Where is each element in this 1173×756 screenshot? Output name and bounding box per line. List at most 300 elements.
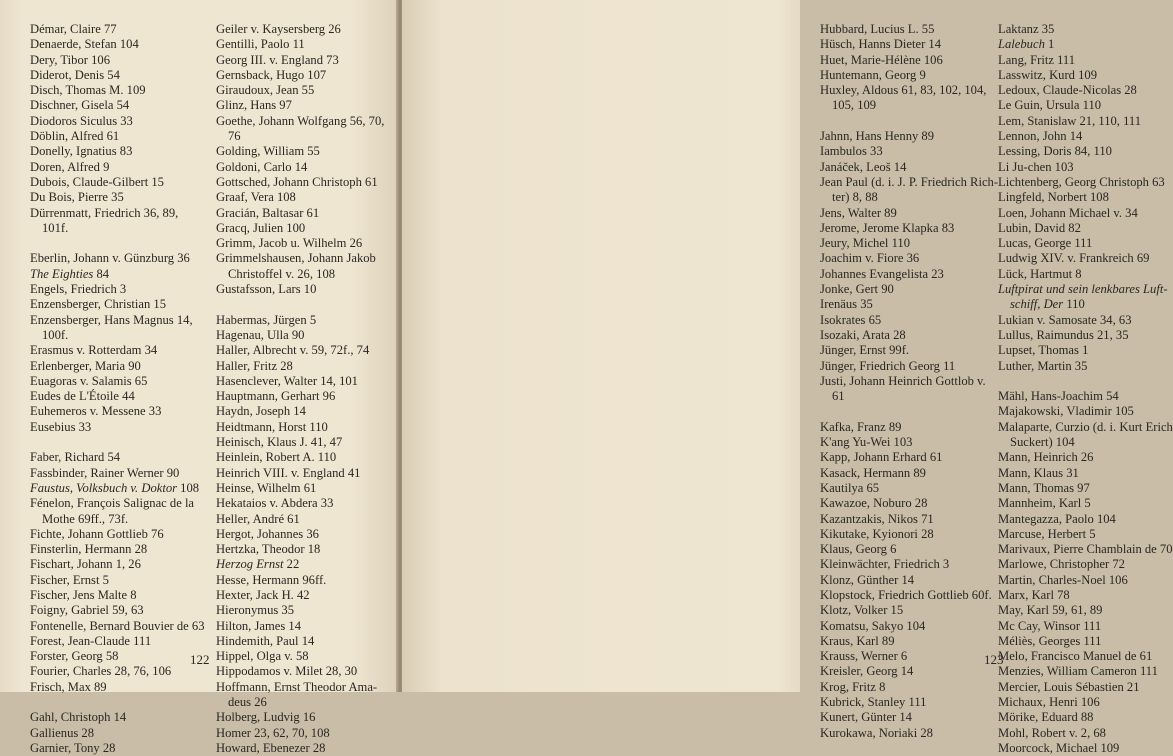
entry-text: Marlowe, Christopher 72 <box>998 557 1125 572</box>
index-entry <box>998 313 1173 328</box>
letter-group-gap <box>820 404 998 419</box>
entry-text: Lem, Stanislaw 21, 110, 111 <box>998 113 1142 128</box>
entry-text: Lukian v. Samosate 34, 63 <box>998 312 1132 327</box>
index-entry <box>216 603 384 618</box>
entry-text: Fontenelle, Bernard Bouvier de 63 <box>30 618 205 633</box>
index-entry <box>820 236 998 251</box>
index-entry <box>820 160 998 175</box>
index-entry <box>216 450 384 465</box>
entry-text: Jünger, Friedrich Georg 11 <box>820 358 956 373</box>
entry-text: Lang, Fritz 111 <box>998 52 1076 67</box>
entry-text: Heinisch, Klaus J. 41, 47 <box>216 435 343 450</box>
index-entry <box>998 37 1173 52</box>
entry-text: Huet, Marie-Hélène 106 <box>820 52 943 67</box>
entry-text: Disch, Thomas M. 109 <box>30 83 146 98</box>
entry-text: Grimmelshausen, Johann Jakob <box>216 251 376 266</box>
index-entry <box>820 251 998 266</box>
index-entry <box>30 557 205 572</box>
entry-text: Kleinwächter, Friedrich 3 <box>820 557 950 572</box>
index-entry <box>30 114 205 129</box>
index-entry <box>30 160 205 175</box>
index-entry <box>998 282 1173 297</box>
entry-text: Suckert) 104 <box>1010 435 1075 450</box>
index-entry-continuation <box>820 190 998 205</box>
entry-text: 105, 109 <box>832 98 877 113</box>
entry-text: Hoffmann, Ernst Theodor Ama- <box>216 679 378 694</box>
entry-text: Fassbinder, Rainer Werner 90 <box>30 465 180 480</box>
index-entry <box>30 741 205 756</box>
index-entry <box>820 144 998 159</box>
entry-text: Fischer, Jens Malte 8 <box>30 587 137 602</box>
entry-text: Holberg, Ludvig 16 <box>216 710 316 725</box>
entry-text: Klotz, Volker 15 <box>820 603 904 618</box>
entry-text: Dürrenmatt, Friedrich 36, 89, <box>30 205 179 220</box>
index-entry <box>216 114 384 129</box>
index-entry <box>30 588 205 603</box>
index-entry <box>216 236 384 251</box>
entry-text: Hertzka, Theodor 18 <box>216 542 321 557</box>
index-entry <box>998 634 1173 649</box>
entry-pages: 84 <box>93 266 110 281</box>
entry-text: Gentilli, Paolo 11 <box>216 37 305 52</box>
index-entry <box>998 404 1173 419</box>
index-entry <box>30 190 205 205</box>
entry-text: Ledoux, Claude-Nicolas 28 <box>998 83 1137 98</box>
entry-text: Doren, Alfred 9 <box>30 159 110 174</box>
index-entry <box>30 450 205 465</box>
entry-text: Faber, Richard 54 <box>30 450 121 465</box>
entry-text: Isozaki, Arata 28 <box>820 327 906 342</box>
entry-text: Hasenclever, Walter 14, 101 <box>216 373 358 388</box>
entry-text: Christoffel v. 26, 108 <box>228 266 336 281</box>
entry-text: Mann, Heinrich 26 <box>998 450 1094 465</box>
entry-text: Fénelon, François Salignac de la <box>30 496 195 511</box>
index-entry <box>30 374 205 389</box>
entry-text: Kawazoe, Noburo 28 <box>820 496 928 511</box>
entry-text: Hindemith, Paul 14 <box>216 633 315 648</box>
index-entry <box>820 297 998 312</box>
entry-text: Heidtmann, Horst 110 <box>216 419 328 434</box>
entry-text: Gottsched, Johann Christoph 61 <box>216 174 378 189</box>
index-entry <box>820 466 998 481</box>
entry-text: Frisch, Max 89 <box>30 679 107 694</box>
entry-text: Hippel, Olga v. 58 <box>216 649 309 664</box>
entry-text: Lasswitz, Kurd 109 <box>998 67 1097 82</box>
entry-text: Klaus, Georg 6 <box>820 542 897 557</box>
index-entry <box>998 98 1173 113</box>
index-entry <box>30 542 205 557</box>
entry-text: Ludwig XIV. v. Frankreich 69 <box>998 251 1150 266</box>
entry-text: Jonke, Gert 90 <box>820 282 894 297</box>
index-entry <box>30 98 205 113</box>
entry-text: Kautilya 65 <box>820 480 880 495</box>
entry-text: Euhemeros v. Messene 33 <box>30 404 162 419</box>
entry-text: Justi, Johann Heinrich Gottlob v. <box>820 373 986 388</box>
entry-text: Engels, Friedrich 3 <box>30 282 127 297</box>
entry-text: Lalebuch <box>998 37 1045 52</box>
entry-text: Foigny, Gabriel 59, 63 <box>30 603 144 618</box>
index-entry <box>30 144 205 159</box>
entry-text: Gallienus 28 <box>30 725 95 740</box>
index-entry <box>820 374 998 389</box>
entry-text: Mantegazza, Paolo 104 <box>998 511 1116 526</box>
index-entry <box>820 221 998 236</box>
index-entry-continuation <box>216 695 384 710</box>
entry-text: Malaparte, Curzio (d. i. Kurt Erich <box>998 419 1173 434</box>
index-entry <box>216 634 384 649</box>
index-entry <box>998 588 1173 603</box>
entry-text: Moorcock, Michael 109 <box>998 740 1120 755</box>
index-entry <box>216 175 384 190</box>
index-entry <box>820 206 998 221</box>
entry-text: Hieronymus 35 <box>216 603 295 618</box>
index-entry <box>998 190 1173 205</box>
index-entry <box>998 129 1173 144</box>
entry-text: Mohl, Robert v. 2, 68 <box>998 725 1106 740</box>
entry-text: Jeury, Michel 110 <box>820 236 911 251</box>
index-entry <box>998 144 1173 159</box>
entry-text: Lullus, Raimundus 21, 35 <box>998 327 1129 342</box>
entry-text: Lucas, George 111 <box>998 236 1093 251</box>
index-entry <box>216 68 384 83</box>
index-entry <box>820 527 998 542</box>
index-entry <box>216 313 384 328</box>
entry-text: Golding, William 55 <box>216 144 320 159</box>
entry-text: Joachim v. Fiore 36 <box>820 251 920 266</box>
entry-text: Klopstock, Friedrich Gottlieb 60f. <box>820 587 992 602</box>
entry-text: Denaerde, Stefan 104 <box>30 37 139 52</box>
index-entry <box>30 37 205 52</box>
index-entry <box>30 420 205 435</box>
entry-text: Haller, Albrecht v. 59, 72f., 74 <box>216 343 370 358</box>
index-entry <box>998 664 1173 679</box>
entry-text: Howard, Ebenezer 28 <box>216 740 326 755</box>
entry-text: Euagoras v. Salamis 65 <box>30 373 148 388</box>
entry-text: Kubrick, Stanley 111 <box>820 695 927 710</box>
index-entry <box>820 328 998 343</box>
index-entry <box>998 573 1173 588</box>
index-entry <box>998 68 1173 83</box>
index-column-3 <box>820 22 998 741</box>
index-entry <box>820 343 998 358</box>
index-entry <box>820 282 998 297</box>
left-page <box>0 0 398 755</box>
entry-text: Méliès, Georges 111 <box>998 633 1102 648</box>
entry-text: Kikutake, Kyionori 28 <box>820 526 934 541</box>
index-entry <box>30 282 205 297</box>
index-entry <box>820 175 998 190</box>
entry-text: Faustus, Volksbuch v. Doktor <box>30 480 178 495</box>
index-entry <box>30 573 205 588</box>
entry-text: Mörike, Eduard 88 <box>998 710 1094 725</box>
entry-text: Lennon, John 14 <box>998 129 1083 144</box>
index-entry-continuation <box>998 435 1173 450</box>
index-entry <box>820 450 998 465</box>
entry-text: Marivaux, Pierre Chamblain de 70 <box>998 542 1173 557</box>
entry-text: 76 <box>228 129 241 144</box>
entry-pages: 22 <box>283 557 300 572</box>
index-entry <box>820 542 998 557</box>
entry-text: Hauptmann, Gerhart 96 <box>216 389 336 404</box>
entry-text: Mothe 69ff., 73f. <box>42 511 129 526</box>
index-entry <box>30 313 205 328</box>
index-entry-continuation <box>30 328 205 343</box>
entry-text: Majakowski, Vladimir 105 <box>998 404 1134 419</box>
entry-text: Jens, Walter 89 <box>820 205 897 220</box>
entry-text: Kunert, Günter 14 <box>820 710 912 725</box>
entry-text: Hüsch, Hanns Dieter 14 <box>820 37 942 52</box>
index-entry <box>216 53 384 68</box>
index-entry <box>998 619 1173 634</box>
entry-text: 101f. <box>42 220 69 235</box>
entry-text: Klonz, Günther 14 <box>820 572 915 587</box>
index-entry <box>820 695 998 710</box>
entry-text: Lingfeld, Norbert 108 <box>998 190 1109 205</box>
entry-text: Enzensberger, Christian 15 <box>30 297 167 312</box>
letter-group-gap <box>820 114 998 129</box>
entry-text: Jerome, Jerome Klapka 83 <box>820 220 955 235</box>
index-entry <box>820 496 998 511</box>
entry-text: ter) 8, 88 <box>832 190 878 205</box>
index-entry <box>30 603 205 618</box>
entry-text: Li Ju-chen 103 <box>998 159 1074 174</box>
index-entry <box>820 619 998 634</box>
letter-group-gap <box>998 374 1173 389</box>
index-entry <box>820 680 998 695</box>
entry-text: Kafka, Franz 89 <box>820 419 902 434</box>
entry-text: Gracián, Baltasar 61 <box>216 205 320 220</box>
index-entry <box>30 251 205 266</box>
entry-text: Döblin, Alfred 61 <box>30 129 120 144</box>
entry-text: May, Karl 59, 61, 89 <box>998 603 1103 618</box>
entry-text: schiff, Der <box>1010 297 1064 312</box>
entry-text: Kazantzakis, Nikos 71 <box>820 511 934 526</box>
index-entry <box>30 389 205 404</box>
entry-text: Diodoros Siculus 33 <box>30 113 133 128</box>
entry-text: Hekataios v. Abdera 33 <box>216 496 334 511</box>
entry-text: Enzensberger, Hans Magnus 14, <box>30 312 193 327</box>
entry-text: Erasmus v. Rotterdam 34 <box>30 343 158 358</box>
entry-text: Dischner, Gisela 54 <box>30 98 130 113</box>
entry-pages: 1 <box>1044 37 1055 52</box>
index-entry <box>30 206 205 221</box>
index-entry <box>820 588 998 603</box>
index-column-4 <box>998 22 1173 756</box>
entry-text: deus 26 <box>228 695 267 710</box>
index-entry-continuation <box>820 98 998 113</box>
index-entry <box>30 466 205 481</box>
letter-group-gap <box>30 695 205 710</box>
index-entry <box>216 680 384 695</box>
index-entry <box>820 557 998 572</box>
entry-text: Mähl, Hans-Joachim 54 <box>998 389 1119 404</box>
index-entry <box>998 221 1173 236</box>
entry-text: Hergot, Johannes 36 <box>216 526 319 541</box>
index-entry <box>30 297 205 312</box>
entry-text: Lessing, Doris 84, 110 <box>998 144 1112 159</box>
entry-text: Kurokawa, Noriaki 28 <box>820 725 933 740</box>
index-entry <box>30 710 205 725</box>
entry-text: Finsterlin, Hermann 28 <box>30 542 148 557</box>
entry-text: Erlenberger, Maria 90 <box>30 358 141 373</box>
index-entry-continuation <box>820 389 998 404</box>
index-entry <box>216 741 384 756</box>
entry-text: Hexter, Jack H. 42 <box>216 587 310 602</box>
index-entry <box>216 557 384 572</box>
index-entry <box>820 512 998 527</box>
entry-text: Laktanz 35 <box>998 22 1055 36</box>
entry-text: Krog, Fritz 8 <box>820 679 886 694</box>
entry-text: 61 <box>832 389 845 404</box>
entry-pages: 110 <box>1063 297 1085 312</box>
index-entry-continuation <box>998 297 1173 312</box>
index-entry <box>998 206 1173 221</box>
index-entry <box>998 649 1173 664</box>
entry-text: Huntemann, Georg 9 <box>820 67 926 82</box>
index-entry <box>820 68 998 83</box>
entry-text: Le Guin, Ursula 110 <box>998 98 1102 113</box>
entry-text: Luther, Martin 35 <box>998 358 1088 373</box>
entry-text: Fichte, Johann Gottlieb 76 <box>30 526 164 541</box>
index-entry <box>998 53 1173 68</box>
entry-text: Herzog Ernst <box>216 557 284 572</box>
entry-text: Lichtenberg, Georg Christoph 63 <box>998 174 1165 189</box>
index-entry <box>30 267 205 282</box>
entry-text: Forster, Georg 58 <box>30 649 119 664</box>
index-entry <box>30 649 205 664</box>
index-entry <box>216 328 384 343</box>
index-entry <box>30 619 205 634</box>
index-entry <box>820 313 998 328</box>
entry-text: Kapp, Johann Erhard 61 <box>820 450 943 465</box>
index-entry-continuation <box>216 129 384 144</box>
index-entry <box>216 251 384 266</box>
index-entry <box>30 404 205 419</box>
entry-text: Hagenau, Ulla 90 <box>216 327 305 342</box>
letter-group-gap <box>30 236 205 251</box>
index-entry <box>216 588 384 603</box>
index-entry <box>30 481 205 496</box>
index-entry <box>216 573 384 588</box>
index-entry <box>820 129 998 144</box>
index-entry <box>998 420 1173 435</box>
entry-text: Johannes Evangelista 23 <box>820 266 944 281</box>
index-entry <box>820 634 998 649</box>
entry-text: Heinlein, Robert A. 110 <box>216 450 337 465</box>
entry-text: Habermas, Jürgen 5 <box>216 312 317 327</box>
entry-text: Martin, Charles-Noel 106 <box>998 572 1128 587</box>
index-entry <box>820 359 998 374</box>
index-entry <box>30 22 205 37</box>
entry-text: Goldoni, Carlo 14 <box>216 159 308 174</box>
entry-text: Dery, Tibor 106 <box>30 52 111 67</box>
index-entry <box>216 206 384 221</box>
entry-text: Mc Cay, Winsor 111 <box>998 618 1102 633</box>
index-entry <box>998 481 1173 496</box>
index-entry <box>216 359 384 374</box>
index-entry <box>216 527 384 542</box>
entry-text: Du Bois, Pierre 35 <box>30 190 124 205</box>
entry-text: 100f. <box>42 327 69 342</box>
index-entry <box>820 83 998 98</box>
index-entry <box>820 435 998 450</box>
index-entry <box>998 389 1173 404</box>
entry-text: Donelly, Ignatius 83 <box>30 144 133 159</box>
index-entry <box>820 710 998 725</box>
index-entry <box>820 53 998 68</box>
entry-pages: 108 <box>177 480 200 495</box>
index-entry <box>998 680 1173 695</box>
entry-text: Homer 23, 62, 70, 108 <box>216 725 330 740</box>
entry-text: Krauss, Werner 6 <box>820 649 908 664</box>
entry-text: Gracq, Julien 100 <box>216 220 306 235</box>
index-entry <box>30 726 205 741</box>
entry-text: Dubois, Claude-Gilbert 15 <box>30 174 164 189</box>
entry-text: Georg III. v. England 73 <box>216 52 339 67</box>
right-page <box>402 0 1173 755</box>
index-entry <box>998 450 1173 465</box>
entry-text: The Eighties <box>30 266 94 281</box>
index-entry-continuation <box>216 267 384 282</box>
entry-text: Isokrates 65 <box>820 312 882 327</box>
index-entry <box>820 481 998 496</box>
index-entry <box>998 557 1173 572</box>
index-entry <box>820 420 998 435</box>
entry-text: Eberlin, Johann v. Günzburg 36 <box>30 251 190 266</box>
index-entry <box>216 726 384 741</box>
index-entry <box>216 664 384 679</box>
index-entry <box>998 695 1173 710</box>
entry-text: Marx, Karl 78 <box>998 587 1070 602</box>
index-entry <box>998 741 1173 756</box>
index-entry <box>30 343 205 358</box>
entry-text: Komatsu, Sakyo 104 <box>820 618 926 633</box>
entry-text: Menzies, William Cameron 111 <box>998 664 1158 679</box>
index-entry <box>998 527 1173 542</box>
index-entry <box>820 37 998 52</box>
index-entry <box>30 129 205 144</box>
entry-text: Jünger, Ernst 99f. <box>820 343 910 358</box>
entry-text: Kasack, Hermann 89 <box>820 465 926 480</box>
index-entry <box>820 649 998 664</box>
index-entry <box>216 710 384 725</box>
entry-text: Heinrich VIII. v. England 41 <box>216 465 361 480</box>
letter-group-gap <box>216 297 384 312</box>
index-entry <box>998 496 1173 511</box>
entry-text: Marcuse, Herbert 5 <box>998 526 1096 541</box>
index-entry <box>216 481 384 496</box>
index-entry <box>998 542 1173 557</box>
index-entry <box>998 175 1173 190</box>
index-entry <box>30 664 205 679</box>
index-entry <box>216 619 384 634</box>
entry-text: Lupset, Thomas 1 <box>998 343 1089 358</box>
index-entry <box>216 496 384 511</box>
index-entry <box>216 22 384 37</box>
index-entry <box>998 710 1173 725</box>
entry-text: Lubin, David 82 <box>998 220 1081 235</box>
index-entry <box>998 236 1173 251</box>
index-entry <box>216 542 384 557</box>
entry-text: Garnier, Tony 28 <box>30 740 116 755</box>
entry-text: Gahl, Christoph 14 <box>30 710 127 725</box>
entry-text: Gustafsson, Lars 10 <box>216 282 317 297</box>
entry-text: Eusebius 33 <box>30 419 92 434</box>
entry-text: Jahnn, Hans Henny 89 <box>820 129 935 144</box>
index-entry <box>998 343 1173 358</box>
entry-text: Melo, Francisco Manuel de 61 <box>998 649 1153 664</box>
entry-text: Fischer, Ernst 5 <box>30 572 109 587</box>
